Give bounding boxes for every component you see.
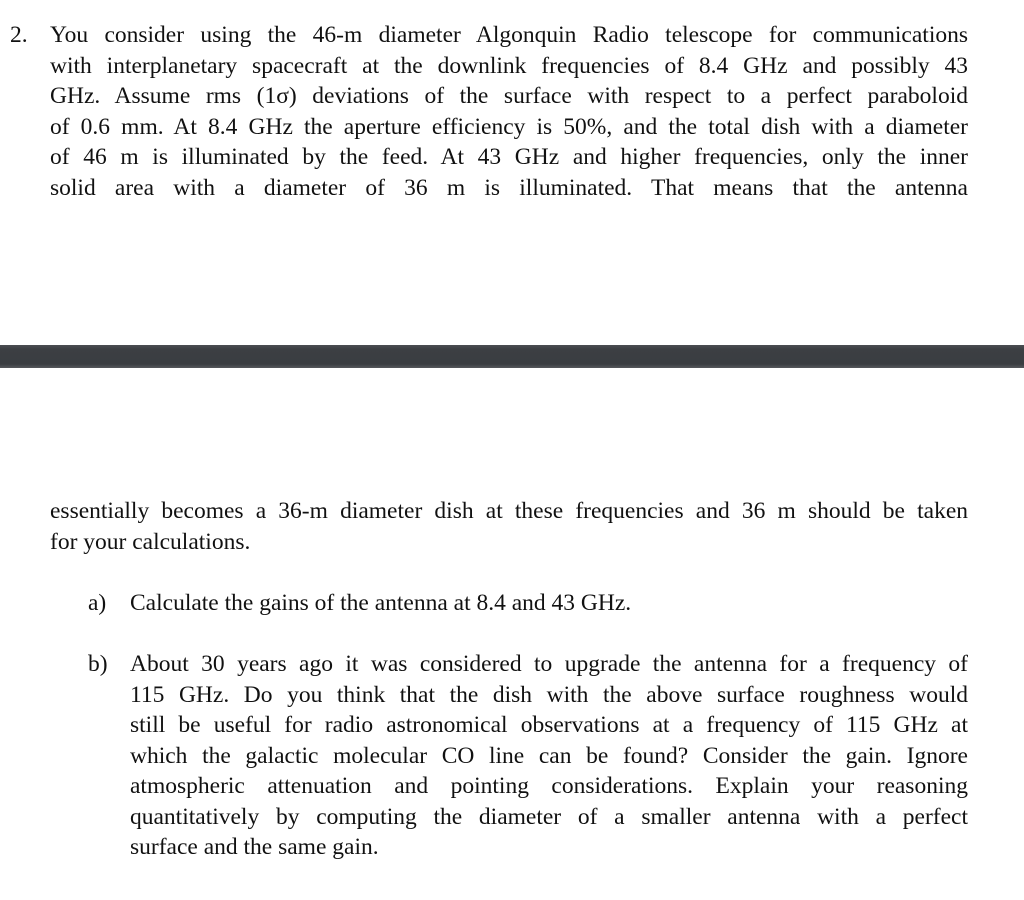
question-intro [50, 20, 968, 203]
part-b-line: which the galactic molecular CO line can be found? Consider the gain. Ignore [130, 742, 968, 769]
intro-line: You consider using the 46-m diameter Algonquin Radio telescope for communications [50, 22, 968, 48]
part-b-line: About 30 years ago it was considered to upgrade the antenna for a frequency of [130, 651, 968, 677]
part-b-line: still be useful for radio astronomical observations at a frequency of 115 GHz at [130, 712, 968, 738]
continuation-line: for your calculations. [50, 528, 251, 555]
part-b-text [130, 649, 968, 863]
part-b-line: 115 GHz. Do you think that the dish with the above surface roughness would [130, 681, 968, 708]
intro-line: solid area with a diameter of 36 m is illuminated. That means that the antenna [50, 174, 968, 201]
question-number: 2. [10, 22, 28, 48]
part-b-line: surface and the same gain. [130, 834, 379, 860]
part-a-text [130, 588, 968, 619]
continuation-line: essentially becomes a 36-m diameter dish at these frequencies and 36 m should be taken [50, 498, 968, 524]
part-b-line: atmospheric attenuation and pointing considerations. Explain your reasoning [130, 773, 968, 799]
intro-line: with interplanetary spacecraft at the downlink frequencies of 8.4 GHz and possibly 43 [50, 52, 968, 79]
intro-line: GHz. Assume rms (1σ) deviations of the surface with respect to a perfect paraboloid [50, 83, 968, 109]
intro-line: of 46 m is illuminated by the feed. At 43 GHz and higher frequencies, only the inner [50, 144, 968, 170]
part-a-line: Calculate the gains of the antenna at 8.4 and 43 GHz. [130, 590, 632, 616]
part-b-line: quantitatively by computing the diameter of a smaller antenna with a perfect [130, 803, 968, 830]
intro-line: of 0.6 mm. At 8.4 GHz the aperture efficiency is 50%, and the total dish with a diameter [50, 113, 968, 140]
page-break-bar [0, 345, 1024, 368]
part-a-label: a) [88, 590, 107, 616]
question-continuation [50, 496, 968, 557]
part-b-label: b) [88, 651, 108, 677]
